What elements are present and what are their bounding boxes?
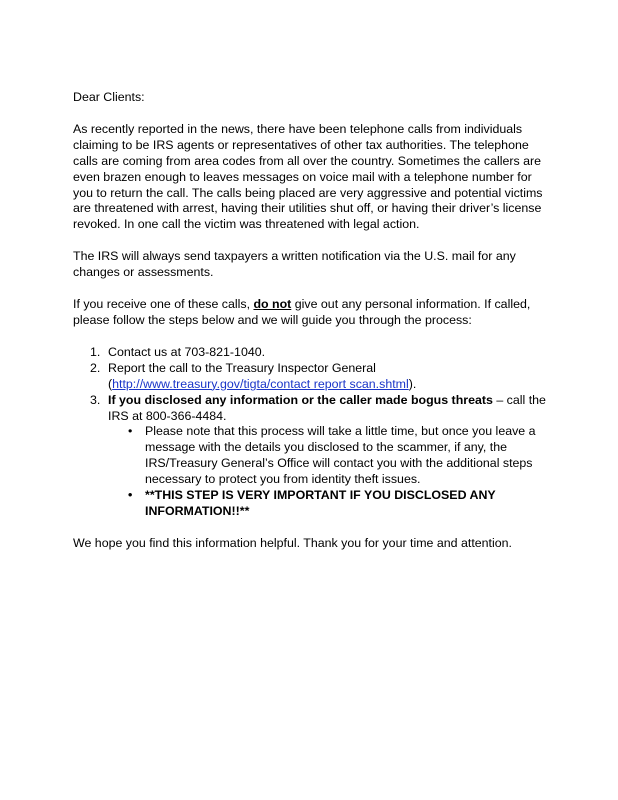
- open-paren: (: [108, 376, 113, 391]
- spacer: [73, 520, 553, 536]
- step-text: Report the call to the Treasury Inspector General: [108, 360, 376, 375]
- steps-list: [73, 345, 553, 520]
- bullet-text: Please note that this process will take a little time, but once you leave a message with the details you disclosed to the scammer, if any, the IRS/Treasury General’s Office will contact you with the additional steps necessary to protect you from identity theft issues.: [145, 424, 536, 487]
- step-number: 3.: [90, 392, 101, 407]
- spacer: [73, 233, 553, 249]
- letter-page: [73, 90, 553, 552]
- step-number: 2.: [90, 360, 101, 375]
- step-3: [73, 393, 553, 520]
- bullet-icon: •: [128, 424, 133, 439]
- step-text: Contact us at 703-821-1040.: [108, 344, 266, 359]
- step-number: 1.: [90, 344, 101, 359]
- greeting: Dear Clients:: [73, 90, 145, 104]
- step-text: – call the IRS at 800-366-4484.: [108, 392, 546, 423]
- spacer: [73, 106, 553, 122]
- bullet-text: **THIS STEP IS VERY IMPORTANT IF YOU DISCLOSED ANY INFORMATION!!**: [145, 488, 496, 518]
- step-2: [73, 361, 553, 393]
- closing: We hope you find this information helpful. Thank you for your time and attention.: [73, 535, 512, 550]
- spacer: [73, 281, 553, 297]
- close-paren: ).: [408, 376, 417, 391]
- paragraph-irs-notification: The IRS will always send taxpayers a written notification via the U.S. mail for any changes or assessments.: [73, 249, 516, 280]
- step-3-bullets: [108, 424, 553, 519]
- instructions-text-start: If you receive one of these calls,: [73, 297, 254, 312]
- bullet-icon: •: [128, 488, 133, 503]
- instructions-text-end: give out any personal information. If called, please follow the steps below and we will guide you through the process:: [73, 297, 531, 327]
- step-bold-text: If you disclosed any information or the caller made bogus threats: [108, 392, 493, 407]
- bullet-item: [108, 424, 553, 488]
- tigta-report-link[interactable]: http://www.treasury.gov/tigta/contact report scan.shtml: [112, 376, 409, 391]
- paragraph-instructions: [73, 297, 553, 329]
- paragraph-scam-calls: As recently reported in the news, there have been telephone calls from individuals claiming to be IRS agents or representatives of other tax authorities. The telephone calls are coming from area codes from all over the country. Sometimes the callers are even brazen enough to leaves messages on voice mail with a telephone number for you to return the call. The calls being placed are very aggressive and potential victims are threatened with arrest, having their utilities shut off, or having their driver’s license revoked. In one call the victim was threatened with legal action.: [73, 121, 543, 232]
- do-not-emphasis: do not: [253, 297, 292, 312]
- bullet-item-important: [108, 488, 553, 520]
- spacer: [73, 329, 553, 345]
- step-1: [73, 345, 553, 361]
